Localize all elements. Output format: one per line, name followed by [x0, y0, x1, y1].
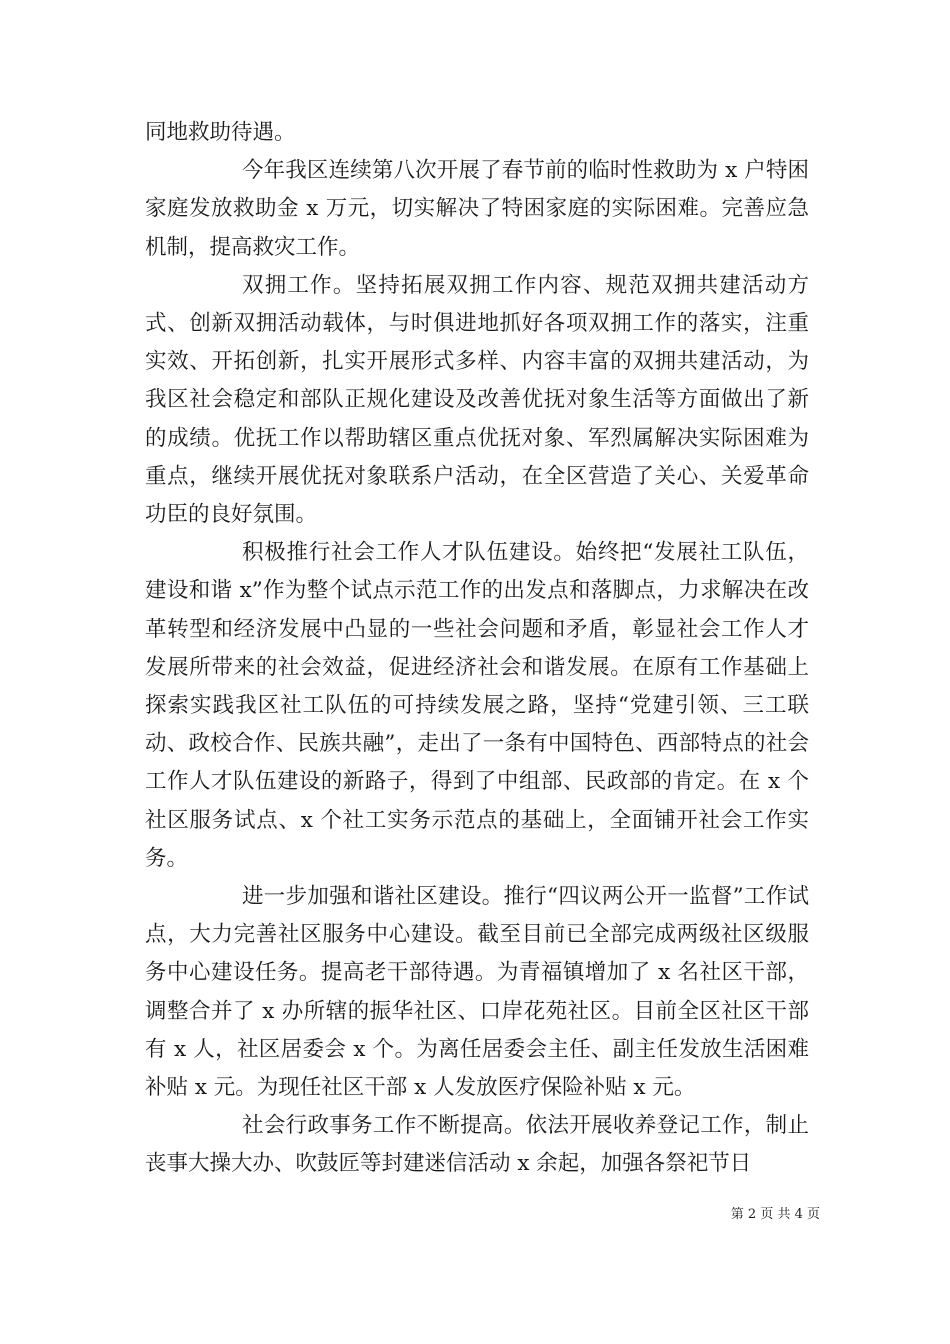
paragraph-5: 进一步加强和谐社区建设。推行“四议两公开一监督”工作试点，大力完善社区服务中心建设。截至目前已全部完成两级社区级服务中心建设任务。提高老干部待遇。为青福镇增加了 x 名社区干部，调整合并了 x 办所辖的振华社区、口岸花苑社区。目前全区社区干部有 x 人，社区居委会 x 个。为离任居委会主任、副主任发放生活困难补贴 x 元。为现任社区干部 x 人发放医疗保险补贴 x 元。 [145, 884, 809, 1101]
paragraph-2: 今年我区连续第八次开展了春节前的临时性救助为 x 户特困家庭发放救助金 x 万元，切实解决了特困家庭的实际困难。完善应急机制，提高救灾工作。 [145, 158, 809, 260]
paragraph-4: 积极推行社会工作人才队伍建设。始终把“发展社工队伍，建设和谐 x”作为整个试点示范工作的出发点和落脚点，力求解决在改革转型和经济发展中凸显的一些社会问题和矛盾，彰显社会工作人才发展所带来的社会效益，促进经济社会和谐发展。在原有工作基础上探索实践我区社工队伍的可持续发展之路，坚持“党建引领、三工联动、政校合作、民族共融”，走出了一条有中国特色、西部特点的社会工作人才队伍建设的新路子，得到了中组部、民政部的肯定。在 x 个社区服务试点、x 个社工实务示范点的基础上，全面铺开社会工作实务。 [145, 540, 809, 871]
paragraph-3: 双拥工作。坚持拓展双拥工作内容、规范双拥共建活动方式、创新双拥活动载体，与时俱进地抓好各项双拥工作的落实，注重实效、开拓创新，扎实开展形式多样、内容丰富的双拥共建活动，为我区社会稳定和部队正规化建设及改善优抚对象生活等方面做出了新的成绩。优抚工作以帮助辖区重点优抚对象、军烈属解决实际困难为重点，继续开展优抚对象联系户活动，在全区营造了关心、关爱革命功臣的良好氛围。 [145, 272, 809, 528]
body-text [145, 114, 809, 1184]
page-footer: 第 2 页 共 4 页 [730, 1207, 820, 1222]
paragraph-6: 社会行政事务工作不断提高。依法开展收养登记工作，制止丧事大操大办、吹鼓匠等封建迷信活动 x 余起，加强各祭祀节日 [145, 1113, 809, 1177]
paragraph-1: 同地救助待遇。 [145, 120, 296, 145]
